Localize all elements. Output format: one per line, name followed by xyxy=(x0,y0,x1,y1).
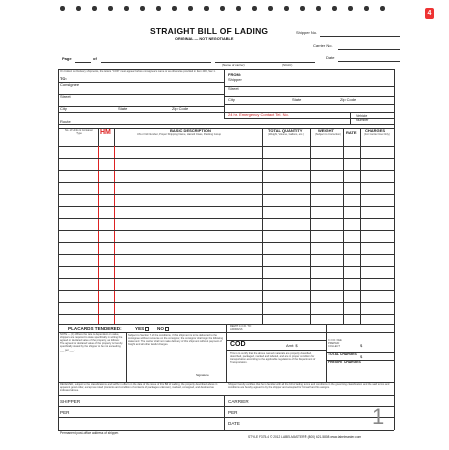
carrier-date-label: DATE xyxy=(228,421,240,426)
shipper-signature-label: SHIPPER xyxy=(60,399,81,404)
carrier-signature-label: CARRIER xyxy=(228,399,249,404)
placards-yes: YES xyxy=(135,326,150,331)
hole-icon xyxy=(108,6,113,11)
total-charges-label: TOTAL CHARGES xyxy=(328,352,357,356)
carrier-no-label: Carrier No. xyxy=(313,43,333,48)
hole-icon xyxy=(380,6,385,11)
cod-amount-label: Amt: $ xyxy=(286,343,298,348)
hole-icon xyxy=(284,6,289,11)
remit-cod-label: REMIT C.O.D. TO: ADDRESS xyxy=(230,325,252,332)
consignee-state-label: State xyxy=(118,106,128,111)
col-qty-subheader: (Weight, Volume, Gallons, etc.) xyxy=(268,133,304,136)
hole-icon xyxy=(204,6,209,11)
shipper-per-label: PER xyxy=(60,410,70,415)
date-label: Date xyxy=(326,55,335,60)
cod-fee-label: C.O.D. FEE PREPAID COLLECT xyxy=(328,339,342,349)
document-subtitle: ORIGINAL — NOT NEGOTIABLE xyxy=(175,37,234,41)
col-basic-header: BASIC DESCRIPTION xyxy=(170,128,211,133)
scac-caption: (SCAC) xyxy=(282,63,293,67)
copy-number: 1 xyxy=(372,404,385,429)
page-label: Page xyxy=(62,56,72,61)
table-row xyxy=(58,290,394,291)
shipper-state-label: State xyxy=(292,97,302,102)
permanent-address-note: Permanent post-office address of shipper. xyxy=(60,431,119,435)
placards-no-checkbox[interactable] xyxy=(165,327,169,331)
document-title: STRAIGHT BILL OF LADING xyxy=(150,26,269,36)
shipper-label: Shipper xyxy=(228,77,242,82)
signature-label: Signature xyxy=(196,373,209,377)
col-weight-header: WEIGHT xyxy=(318,128,334,133)
table-row xyxy=(58,242,394,243)
fine-print-received: RECEIVED, subject to the classifications and tariffs in effect on the date of the issue of this Bill of Lading, the property described above in apparent good order, except as noted (contents and condition of contents of packages unknown), marked, consigned, and destined as indicated above. xyxy=(60,383,218,393)
hole-icon xyxy=(76,6,81,11)
footer-style: STYLE F375-4 © 2012 LABELMASTER® (800) 621-5808 www.labelmaster.com xyxy=(248,435,362,439)
col-qty-header: TOTAL QUANTITY xyxy=(268,128,303,133)
hole-icon xyxy=(60,6,65,11)
shipper-city-label: City xyxy=(228,97,235,102)
fine-print-value: NOTE — (1) Where the rate is dependent on value, shippers are required to state specifically in writing the agreed or declared value of the property, as follows: The agreed or declared value of the property is hereby specifically stated by the shipper to be not exceeding ___ per ___. xyxy=(60,333,123,352)
hole-icon xyxy=(124,6,129,11)
consignee-zip-label: Zip Code xyxy=(172,106,189,111)
fine-print-terms: Shipper hereby certifies that he is familiar with all the bill of lading terms and conditions in the governing classification and the said terms and conditions are hereby agreed to by the shipper and accepted for himself and his assigns. xyxy=(228,383,390,390)
placards-no: NO xyxy=(157,326,170,331)
hole-icon xyxy=(172,6,177,11)
table-row xyxy=(58,206,394,207)
hole-icon xyxy=(188,6,193,11)
col-hm-header: HM xyxy=(100,129,111,136)
col-charges-header: CHARGES xyxy=(365,128,386,133)
table-row xyxy=(58,254,394,255)
vehicle-label: Vehicle xyxy=(356,114,368,118)
table-row xyxy=(58,230,394,231)
vehicle-number-label: Number xyxy=(356,118,369,122)
to-label: TO: xyxy=(60,76,67,81)
hole-icon xyxy=(268,6,273,11)
copy-badge: 4 xyxy=(425,8,434,19)
hole-icon xyxy=(156,6,161,11)
hole-icon xyxy=(348,6,353,11)
fine-print-consignor: Subject to Section 7 of the conditions, if this shipment is to be delivered to the consignee without recourse on the consignor, the consignor shall sign the following statement: The carrier shall not make delivery of this shipment without payment of freight and all other lawful charges. xyxy=(128,334,224,347)
table-row xyxy=(58,182,394,183)
cod-label: COD xyxy=(230,341,246,348)
freight-charges-label: FREIGHT CHARGES xyxy=(328,360,361,364)
total-charges-symbol: $ xyxy=(360,354,363,359)
cod-fee-symbol: $ xyxy=(360,343,363,348)
col-units-header: No. of Units & Container Type xyxy=(65,129,93,136)
route-label: Route xyxy=(60,119,71,124)
shipper-street-label: Street xyxy=(228,86,239,91)
shipper-zip-label: Zip Code xyxy=(340,97,357,102)
from-label: FROM: xyxy=(228,72,242,77)
of-label: of xyxy=(93,56,97,61)
hole-icon xyxy=(332,6,337,11)
col-weight-subheader: (Subject to Correction) xyxy=(315,133,341,136)
table-row xyxy=(58,266,394,267)
table-row xyxy=(58,278,394,279)
hole-icon xyxy=(316,6,321,11)
shipper-no-label: Shipper No. xyxy=(296,30,318,35)
cod-note: On Collect on Delivery shipments, the letters "COD" must appear before consignee's name or as otherwise provided in Item 430, Sec 1. xyxy=(60,70,216,73)
consignee-street-label: Street xyxy=(60,94,71,99)
table-row xyxy=(58,314,394,315)
placards-yes-checkbox[interactable] xyxy=(145,327,149,331)
placards-label: PLACARDS TENDERED: xyxy=(68,326,122,331)
consignee-city-label: City xyxy=(60,106,67,111)
hole-icon xyxy=(140,6,145,11)
carrier-name-caption: (Name of carrier) xyxy=(222,63,245,67)
hole-icon xyxy=(92,6,97,11)
hole-icon xyxy=(252,6,257,11)
hole-icon xyxy=(364,6,369,11)
table-row xyxy=(58,158,394,159)
table-row xyxy=(58,302,394,303)
table-row xyxy=(58,194,394,195)
col-basic-subheader: UN or NA Number, Proper Shipping Name, Hazard Class, Packing Group xyxy=(136,133,222,136)
fine-print-certify: This is to certify that the above named materials are properly classified, described, packaged, marked and labeled, and are in proper condition for transportation according to the applicable regulations of the Department of Transportation. xyxy=(230,352,316,365)
table-row xyxy=(58,218,394,219)
col-rate-header: RATE xyxy=(346,130,357,135)
col-charges-subheader: (For Carrier Use Only) xyxy=(364,133,390,136)
emergency-contact-label: 24 hr. Emergency Contact Tel. No. xyxy=(228,112,289,117)
table-row xyxy=(58,170,394,171)
hole-icon xyxy=(220,6,225,11)
consignee-label: Consignee xyxy=(60,82,80,87)
hole-icon xyxy=(236,6,241,11)
hole-icon xyxy=(300,6,305,11)
carrier-per-label: PER xyxy=(228,410,238,415)
